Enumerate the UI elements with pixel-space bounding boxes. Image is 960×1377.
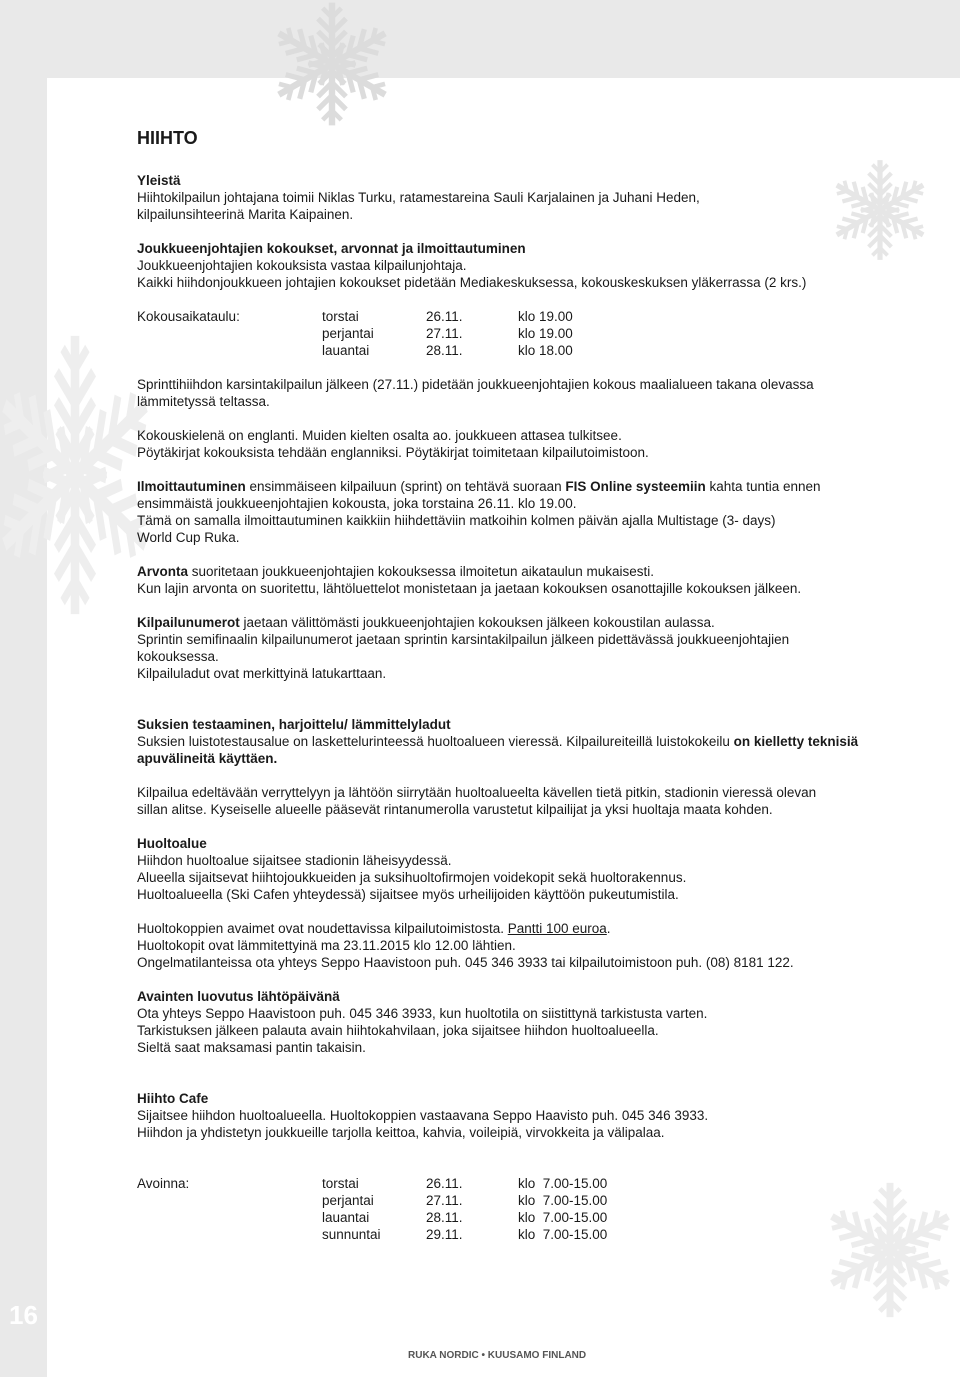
cafe-heading: Hiihto Cafe: [137, 1091, 209, 1106]
schedule-row: [137, 342, 917, 359]
hours-row: [137, 1175, 917, 1192]
schedule-label: Kokousaikataulu:: [137, 309, 240, 324]
fis-online-term: FIS Online systeemiin: [565, 479, 706, 494]
hours-row: [137, 1192, 917, 1209]
schedule-time: klo 19.00: [518, 309, 573, 324]
sprint-meeting-line: lämmitetyssä teltassa.: [137, 394, 270, 409]
testing-warning: apuvälineitä käyttäen.: [137, 751, 278, 766]
service-line: Huoltokopit ovat lämmitettyinä ma 23.11.2015 klo 12.00 lähtien.: [137, 938, 516, 953]
hours-time: klo 7.00-15.00: [518, 1193, 608, 1208]
language-line: Pöytäkirjat kokouksista tehdään englanniksi. Pöytäkirjat toimitetaan kilpailutoimistoon.: [137, 445, 649, 460]
keys-return-line: Sieltä saat maksamasi pantin takaisin.: [137, 1040, 366, 1055]
service-line: Ongelmatilanteissa ota yhteys Seppo Haavistoon puh. 045 346 3933 tai kilpailutoimistoon puh. (08) 8181 122.: [137, 955, 794, 970]
bibs-line: kokouksessa.: [137, 649, 219, 664]
meetings-line: Kaikki hiihdonjoukkueen johtajien kokoukset pidetään Mediakeskuksessa, kokouskeskuksen yläkerrassa (2 krs.): [137, 275, 807, 290]
registration-line: ensimmäistä joukkueenjohtajien kokousta, joka torstaina 26.11. klo 19.00.: [137, 496, 577, 511]
schedule-date: 28.11.: [426, 343, 463, 358]
draw-text: suoritetaan joukkueenjohtajien kokouksessa ilmoitetun aikataulun mukaisesti.: [188, 564, 655, 579]
registration-line: Tämä on samalla ilmoittautuminen kaikkiin hiihdettäviin matkoihin kolmen päivän ajalla Multistage (3- days): [137, 513, 776, 528]
hours-time: klo 7.00-15.00: [518, 1210, 608, 1225]
meetings-heading: Joukkueenjohtajien kokoukset, arvonnat ja ilmoittautuminen: [137, 241, 526, 256]
hours-day: perjantai: [322, 1193, 374, 1208]
service-line: Huoltoalueella (Ski Cafen yhteydessä) sijaitsee myös urheilijoiden käyttöön pukeutumistila.: [137, 887, 679, 902]
testing-line: sillan alitse. Kyseiselle alueelle pääsevät rintanumerolla varustetut kilpailijat ja yksi huoltaja maata kohden.: [137, 802, 773, 817]
service-heading: Huoltoalue: [137, 836, 207, 851]
snowflake-icon: [268, 0, 396, 128]
service-line: Hiihdon huoltoalue sijaitsee stadionin läheisyydessä.: [137, 853, 452, 868]
schedule-row: [137, 325, 917, 342]
keys-return-heading: Avainten luovutus lähtöpäivänä: [137, 989, 340, 1004]
schedule-day: perjantai: [322, 326, 374, 341]
testing-line: Kilpailua edeltävään verryttelyyn ja lähtöön siirrytään huoltoalueelta kävellen tietä pitkin, stadionin vieressä olevan: [137, 785, 817, 800]
keys-return-line: Tarkistuksen jälkeen palauta avain hiihtokahvilaan, joka sijaitsee hiihdon huoltoalueella.: [137, 1023, 659, 1038]
schedule-day: lauantai: [322, 343, 370, 358]
main-content: [137, 128, 917, 1243]
sprint-meeting-line: Sprinttihiihdon karsintakilpailun jälkeen (27.11.) pidetään joukkueenjohtajien kokous maalialueen takana olevassa: [137, 377, 814, 392]
general-line: Hiihtokilpailun johtajana toimii Niklas Turku, ratamestareina Sauli Karjalainen ja Juhani Heden,: [137, 190, 700, 205]
testing-text: Suksien luistotestausalue on laskettelurinteessä huoltoalueen vieressä. Kilpailureiteillä luistokokeilu: [137, 734, 734, 749]
bibs-line: [137, 614, 917, 631]
hours-label: Avoinna:: [137, 1176, 190, 1191]
keys-deposit: Pantti 100 euroa: [507, 921, 607, 936]
top-margin-band: [0, 0, 960, 78]
hours-day: torstai: [322, 1176, 359, 1191]
bibs-line: Kilpailuladut ovat merkittyinä latukarttaan.: [137, 666, 387, 681]
hours-date: 29.11.: [426, 1227, 463, 1242]
hours-time: klo 7.00-15.00: [518, 1227, 608, 1242]
footer-brand: RUKA NORDIC • KUUSAMO FINLAND: [408, 1350, 587, 1361]
bibs-line: Sprintin semifinaalin kilpailunumerot jaetaan sprintin karsintakilpailun jälkeen pidettävässä joukkueenjohtajien: [137, 632, 790, 647]
hours-row: [137, 1209, 917, 1226]
registration-line: [137, 478, 917, 495]
meetings-line: Joukkueenjohtajien kokouksista vastaa kilpailunjohtaja.: [137, 258, 467, 273]
registration-text: ensimmäiseen kilpailuun (sprint) on tehtävä suoraan: [245, 479, 566, 494]
hours-date: 27.11.: [426, 1193, 463, 1208]
left-margin-band: [0, 0, 47, 1377]
service-line: Alueella sijaitsevat hiihtojoukkueiden ja suksihuoltofirmojen voidekopit sekä huoltorakennus.: [137, 870, 687, 885]
schedule-day: torstai: [322, 309, 359, 324]
bibs-text: jaetaan välittömästi joukkueenjohtajien kokouksen jälkeen kokoustilan aulassa.: [239, 615, 715, 630]
schedule-time: klo 18.00: [518, 343, 573, 358]
keys-text: .: [606, 921, 611, 936]
page-title: HIIHTO: [137, 128, 198, 148]
snowflake-icon: [0, 330, 160, 620]
draw-line: [137, 563, 917, 580]
hours-date: 26.11.: [426, 1176, 463, 1191]
registration-line: World Cup Ruka.: [137, 530, 240, 545]
schedule-date: 26.11.: [426, 309, 463, 324]
page-number: 16: [9, 1300, 38, 1330]
testing-line: [137, 733, 917, 750]
hours-day: lauantai: [322, 1210, 370, 1225]
language-line: Kokouskielenä on englanti. Muiden kielten osalta ao. joukkueen attasea tulkitsee.: [137, 428, 622, 443]
schedule-time: klo 19.00: [518, 326, 573, 341]
cafe-line: Sijaitsee hiihdon huoltoalueella. Huoltokoppien vastaavana Seppo Haavisto puh. 045 346 3933.: [137, 1108, 709, 1123]
cafe-line: Hiihdon ja yhdistetyn joukkueille tarjolla keittoa, kahvia, voileipiä, virvokkeita ja välipalaa.: [137, 1125, 665, 1140]
testing-heading: Suksien testaaminen, harjoittelu/ lämmittelyladut: [137, 717, 451, 732]
draw-lead: Arvonta: [137, 564, 189, 579]
general-heading: Yleistä: [137, 173, 181, 188]
keys-line: [137, 920, 917, 937]
schedule-row: [137, 308, 917, 325]
hours-time: klo 7.00-15.00: [518, 1176, 608, 1191]
hours-date: 28.11.: [426, 1210, 463, 1225]
schedule-date: 27.11.: [426, 326, 463, 341]
draw-line: Kun lajin arvonta on suoritettu, lähtöluettelot monistetaan ja jaetaan kokouksen osanottajille kokouksen jälkeen.: [137, 581, 802, 596]
hours-day: sunnuntai: [322, 1227, 381, 1242]
keys-text: Huoltokoppien avaimet ovat noudettavissa kilpailutoimistosta.: [137, 921, 508, 936]
bibs-lead: Kilpailunumerot: [137, 615, 240, 630]
hours-row: [137, 1226, 917, 1243]
general-line: kilpailunsihteerinä Marita Kaipainen.: [137, 207, 354, 222]
keys-return-line: Ota yhteys Seppo Haavistoon puh. 045 346 3933, kun huoltotila on siistittynä tarkistusta varten.: [137, 1006, 708, 1021]
testing-warning: on kielletty teknisiä: [733, 734, 859, 749]
registration-lead: Ilmoittautuminen: [137, 479, 246, 494]
registration-text: kahta tuntia ennen: [705, 479, 821, 494]
